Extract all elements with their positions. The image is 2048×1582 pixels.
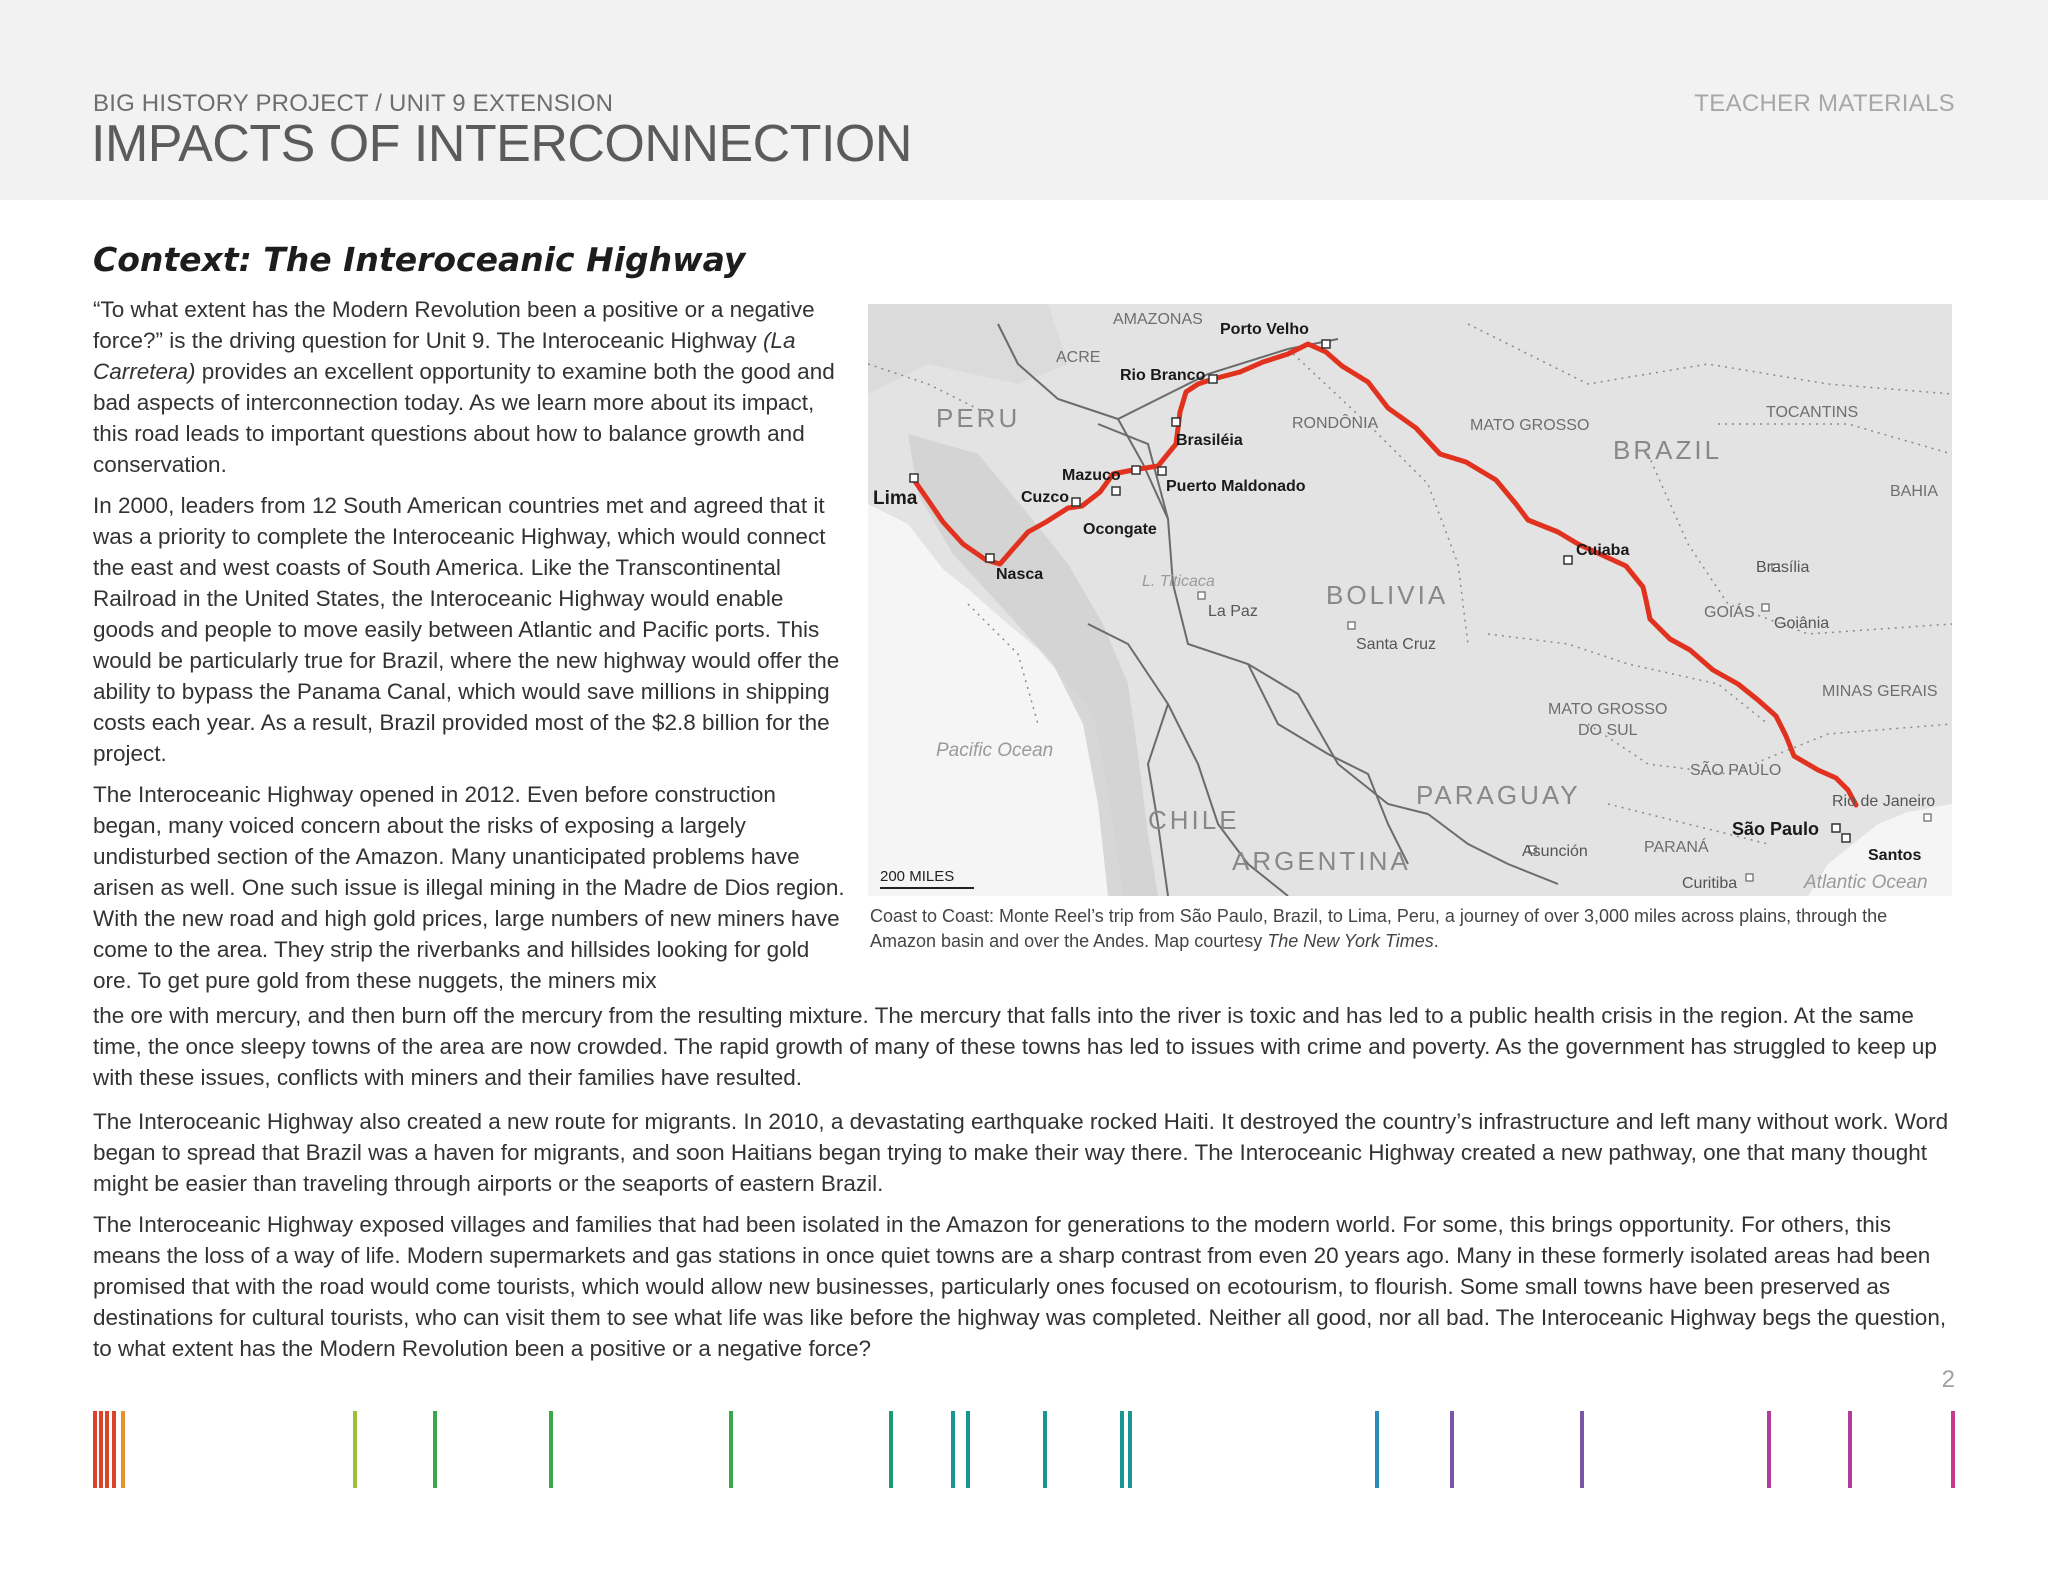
left-column-text [93,294,845,1006]
mazuco-marker [1132,466,1140,474]
label-mazuco: Mazuco [1062,467,1121,484]
cuiaba-marker [1564,556,1572,564]
paragraph-3-start: The Interoceanic Highway opened in 2012. Even before construction began, many voiced concern about the risks of exposing a largely undisturbed section of the Amazon. Many unanticipated problems have arisen as well. One such issue is illegal mining in the Madre de Dios region. With the new road and high gold prices, large numbers of new miners have come to the area. They strip the riverbanks and hillsides looking for gold ore. To get pure gold from these nuggets, the miners mix [93,782,845,993]
section-title: Context: The Interoceanic Highway [93,240,746,279]
label-nasca: Nasca [996,566,1044,583]
header-band [0,0,2048,200]
label-cuzco: Cuzco [1021,489,1069,506]
label-porto-velho: Porto Velho [1220,321,1309,338]
label-santa-cruz: Santa Cruz [1356,636,1437,653]
label-acre: ACRE [1056,349,1101,366]
label-rio: Rio de Janeiro [1832,793,1936,810]
map-scale-label: 200 MILES [880,868,955,885]
map-caption [870,904,1954,954]
label-bolivia: BOLIVIA [1326,580,1449,610]
la-carretera-italic: (La Carretera) [93,328,796,384]
paragraph-1 [93,294,845,480]
label-asuncion: Asunción [1522,843,1588,860]
la-paz-marker [1198,592,1205,599]
label-bahia: BAHIA [1890,483,1939,500]
porto-velho-marker [1322,340,1330,348]
caption-source: The New York Times [1267,931,1434,951]
label-cuiaba: Cuiaba [1576,542,1630,559]
rio-marker [1924,814,1931,821]
ocongate-marker [1112,487,1120,495]
label-paraguay: PARAGUAY [1416,780,1581,810]
puerto-maldonado-marker [1158,467,1166,475]
label-titicaca: L. Titicaca [1142,573,1215,590]
label-peru: PERU [936,403,1021,433]
label-goiania: Goiânia [1774,615,1830,632]
lima-marker [910,474,918,482]
goiania-marker [1762,604,1769,611]
color-bars-group [95,1411,1953,1488]
route-map-svg [868,304,1952,896]
label-santos: Santos [1868,847,1922,864]
label-brasileia: Brasiléia [1176,432,1243,449]
santa-cruz-marker [1348,622,1355,629]
label-chile: CHILE [1148,805,1240,835]
audience-label: TEACHER MATERIALS [1694,90,1955,117]
label-lima: Lima [873,488,918,509]
paragraph-5: The Interoceanic Highway exposed villages and families that had been isolated in the Amazon for generations to the modern world. For some, this brings opportunity. For others, this means the loss of a way of life. Modern supermarkets and gas stations in once quiet towns are a sharp contrast from even 20 years ago. Many in these formerly isolated areas had been promised that with the road would come tourists, which would allow new businesses, particularly ones focused on ecotourism, to flourish. Some small towns have been preserved as destinations for cultural tourists, who can visit them to see what life was like before the highway was completed. Neither all good, nor all bad. The Interoceanic Highway begs the question, to what extent has the Modern Revolution been a positive or a negative force? [93,1212,1947,1361]
paragraph-3-end: the ore with mercury, and then burn off the mercury from the resulting mixture. The mercury that falls into the river is toxic and has led to a public health crisis in the region. At the same time, the once sleepy towns of the area are now crowded. The rapid growth of many of these towns has led to issues with crime and poverty. As the government has struggled to keep up with these issues, conflicts with miners and their families have resulted. [93,1003,1937,1090]
label-atlantic: Atlantic Ocean [1804,872,1928,893]
paragraph-1-text: “To what extent has the Modern Revolution been a positive or a negative force?” is the driving question for Unit 9. The Interoceanic Highway [93,297,815,353]
label-brazil: BRAZIL [1613,435,1723,465]
label-tocantins: TOCANTINS [1766,404,1859,421]
santos-marker [1842,834,1850,842]
label-puerto-maldonado: Puerto Maldonado [1166,478,1306,495]
label-brasilia: Brasília [1756,559,1810,576]
label-goias: GOIÁS [1704,604,1755,621]
cuzco-marker [1072,498,1080,506]
label-mato-grosso: MATO GROSSO [1470,417,1590,434]
nasca-marker [986,554,994,562]
rio-branco-marker [1209,375,1217,383]
label-amazonas: AMAZONAS [1113,311,1203,328]
label-argentina: ARGENTINA [1232,846,1411,876]
caption-end: . [1433,931,1439,951]
color-bar-strip [0,1408,2048,1490]
label-mato-grosso-do-sul-1: MATO GROSSO [1548,701,1668,718]
page-number: 2 [1941,1366,1955,1393]
label-pacific: Pacific Ocean [936,740,1054,761]
label-rondonia: RONDÔNIA [1292,415,1379,432]
paragraph-1-text-end: provides an excellent opportunity to examine both the good and bad aspects of interconnection today. As we learn more about its impact, this road leads to important questions about how to balance growth and conservation. [93,359,835,477]
brasileia-marker [1172,418,1180,426]
curitiba-marker [1746,874,1753,881]
label-minas-gerais: MINAS GERAIS [1822,683,1938,700]
label-la-paz: La Paz [1208,603,1258,620]
full-width-text-2 [93,1106,1955,1374]
label-parana: PARANÁ [1644,839,1709,856]
caption-text: Coast to Coast: Monte Reel’s trip from São Paulo, Brazil, to Lima, Peru, a journey of over 3,000 miles across plains, through the Amazon basin and over the Andes. Map courtesy [870,906,1888,951]
series-label: BIG HISTORY PROJECT / UNIT 9 EXTENSION [93,90,614,117]
label-rio-branco: Rio Branco [1120,367,1206,384]
paragraph-4: The Interoceanic Highway also created a new route for migrants. In 2010, a devastating earthquake rocked Haiti. It destroyed the country’s infrastructure and left many without work. Word began to spread that Brazil was a haven for migrants, and soon Haitians began trying to make their way there. The Interoceanic Highway created a new pathway, one that many thought might be easier than traveling through airports or the seaports of eastern Brazil. [93,1109,1949,1196]
route-map [868,304,1952,896]
document-title: IMPACTS OF INTERCONNECTION [91,115,912,173]
label-ocongate: Ocongate [1083,521,1157,538]
full-width-text [93,1000,1955,1103]
label-mato-grosso-do-sul-2: DO SUL [1578,722,1638,739]
sao-paulo-marker [1832,824,1840,832]
label-curitiba: Curitiba [1682,875,1738,892]
label-sao-paulo-state: SÃO PAULO [1690,762,1782,779]
paragraph-2: In 2000, leaders from 12 South American countries met and agreed that it was a priority to complete the Interoceanic Highway, which would connect the east and west coasts of South America. Like the Transcontinental Railroad in the United States, the Interoceanic Highway would enable goods and people to move easily between Atlantic and Pacific ports. This would be particularly true for Brazil, where the new highway would offer the ability to bypass the Panama Canal, which would save millions in shipping costs each year. As a result, Brazil provided most of the $2.8 billion for the project. [93,493,840,766]
label-sao-paulo: São Paulo [1732,819,1820,839]
